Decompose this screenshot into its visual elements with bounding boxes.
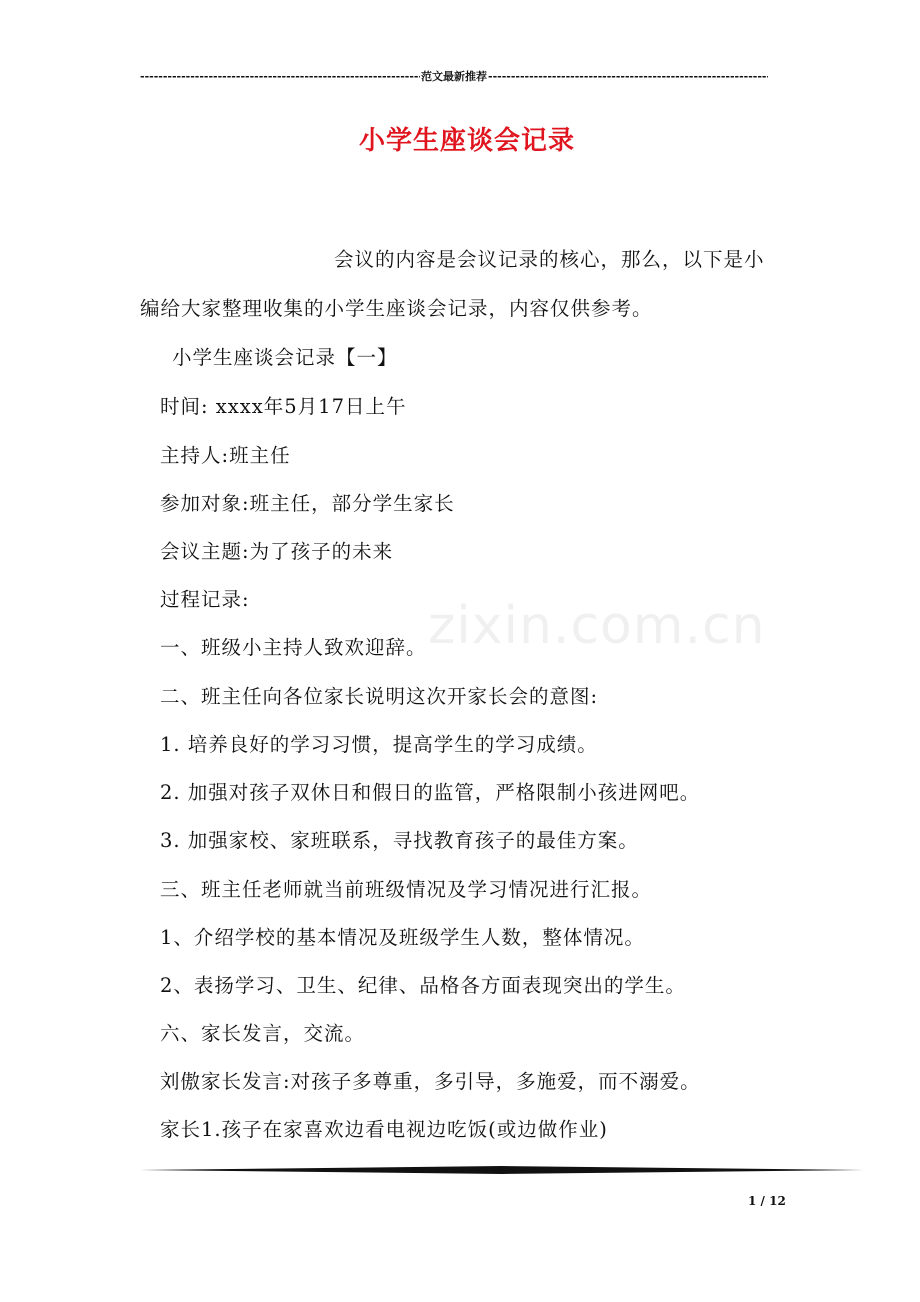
body-line: 过程记录: [160, 588, 250, 611]
header-dash-right [488, 70, 768, 83]
body-line: 三、班主任老师就当前班级情况及学习情况进行汇报。 [160, 878, 653, 901]
body-line: 六、家长发言，交流。 [160, 1022, 366, 1045]
page-header [140, 68, 768, 84]
page-number: 1 / 12 [748, 1194, 786, 1208]
intro-line-1: 会议的内容是会议记录的核心，那么，以下是小 [334, 248, 765, 271]
body-line: 刘傲家长发言:对孩子多尊重，多引导，多施爱，而不溺爱。 [160, 1070, 701, 1093]
body-line: 参加对象:班主任，部分学生家长 [160, 492, 455, 515]
body-line: 2. 加强对孩子双休日和假日的监管，严格限制小孩进网吧。 [160, 781, 701, 804]
watermark-visible: zixin.com.cn [428, 596, 766, 656]
body-line: 1. 培养良好的学习习惯，提高学生的学习成绩。 [160, 733, 598, 756]
body-line: 3. 加强家校、家班联系，寻找教育孩子的最佳方案。 [160, 829, 639, 852]
body-line: 2、表扬学习、卫生、纪律、品格各方面表现突出的学生。 [160, 974, 686, 997]
body-line: 1、介绍学校的基本情况及班级学生人数，整体情况。 [160, 926, 645, 949]
body-line: 主持人:班主任 [160, 444, 291, 467]
header-dash-left [140, 70, 420, 83]
body-line: 二、班主任向各位家长说明这次开家长会的意图: [160, 685, 599, 708]
document-title: 小学生座谈会记录 [358, 126, 575, 156]
header-label: 范文最新推荐 [421, 70, 487, 83]
footer-divider [140, 1165, 864, 1175]
body-line: 一、班级小主持人致欢迎辞。 [160, 636, 427, 659]
intro-line-2: 编给大家整理收集的小学生座谈会记录，内容仅供参考。 [140, 297, 653, 320]
body-line: 时间: xxxx年5月17日上午 [160, 395, 407, 418]
section-title: 小学生座谈会记录【一】 [172, 346, 398, 369]
body-line: 会议主题:为了孩子的未来 [160, 540, 394, 563]
body-line: 家长1.孩子在家喜欢边看电视边吃饭(或边做作业) [160, 1118, 608, 1141]
